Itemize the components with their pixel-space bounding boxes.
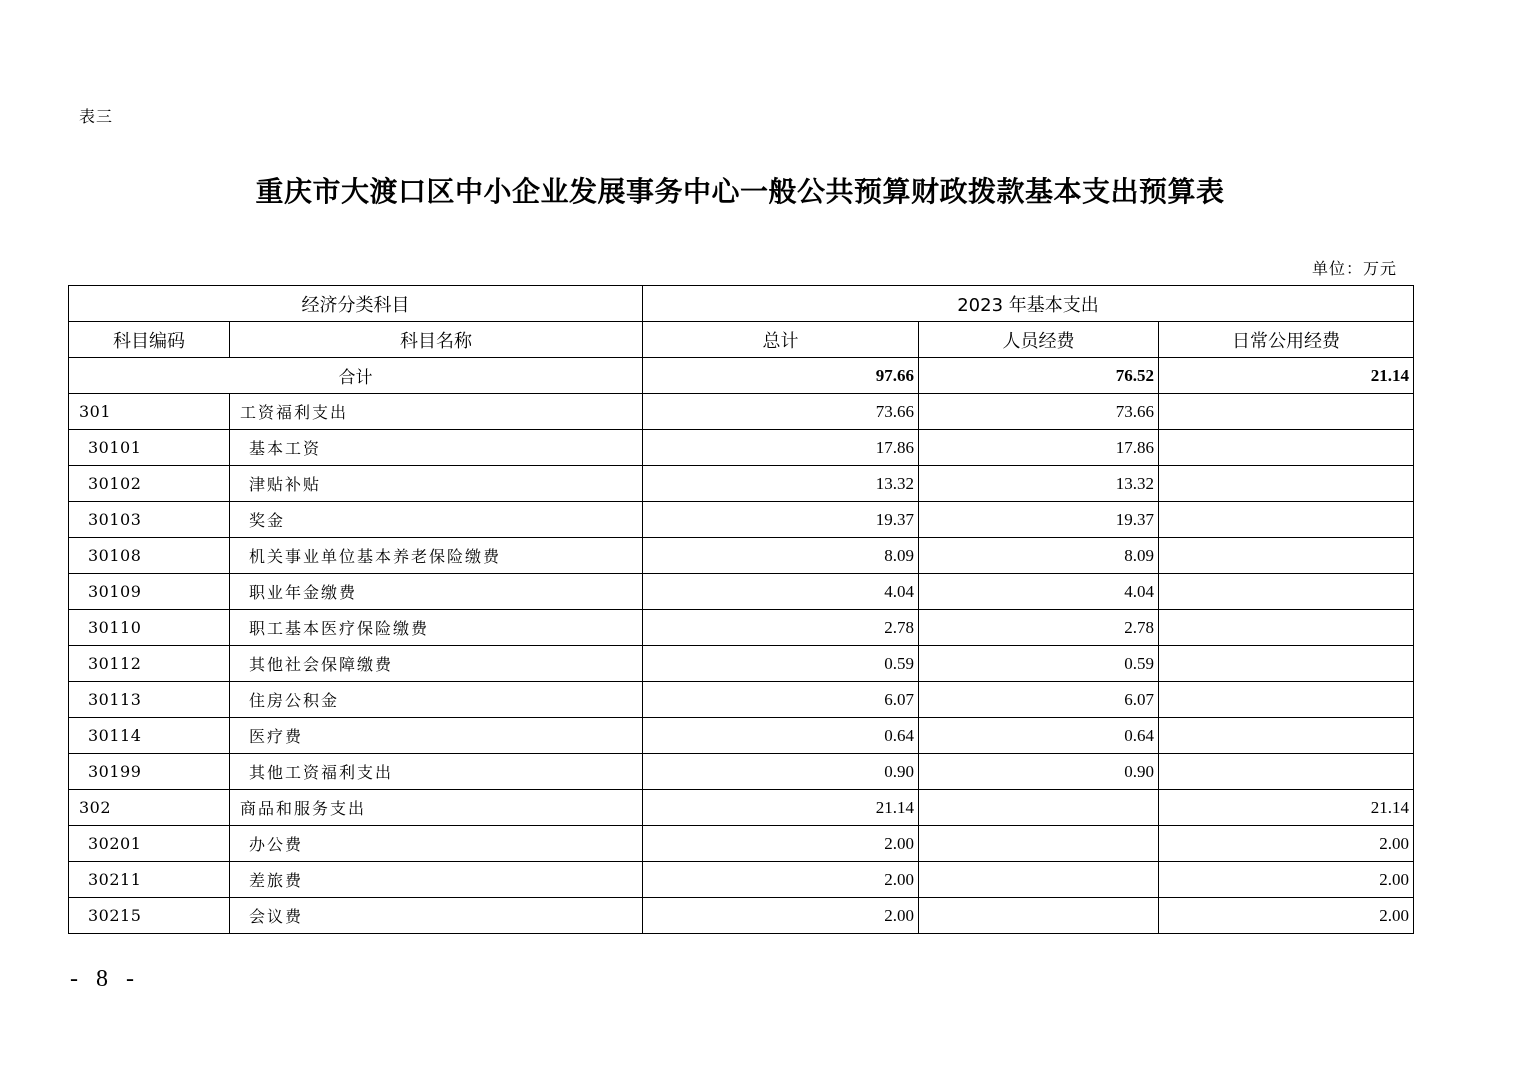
- public-cell: [1159, 538, 1414, 574]
- table-row: [69, 646, 1414, 682]
- public-cell: [1159, 754, 1414, 790]
- public-cell: [1159, 466, 1414, 502]
- public-cell: [1159, 430, 1414, 466]
- personnel-cell: 19.37: [919, 502, 1159, 538]
- table-row: [69, 466, 1414, 502]
- public-cell: 2.00: [1159, 898, 1414, 934]
- subject-code-cell: 302: [69, 790, 230, 826]
- subject-code-cell: 30114: [69, 718, 230, 754]
- total-cell: 0.59: [643, 646, 919, 682]
- table-row: [69, 682, 1414, 718]
- subject-name-cell: 住房公积金: [230, 682, 643, 718]
- total-cell: 0.64: [643, 718, 919, 754]
- subject-code-cell: 30112: [69, 646, 230, 682]
- personnel-cell: 4.04: [919, 574, 1159, 610]
- total-cell: 2.00: [643, 862, 919, 898]
- personnel-cell: 6.07: [919, 682, 1159, 718]
- table-row: [69, 502, 1414, 538]
- subject-code-cell: 30110: [69, 610, 230, 646]
- header-year-basic-expenditure: 2023 年基本支出: [643, 286, 1414, 322]
- total-cell: 0.90: [643, 754, 919, 790]
- table-row: [69, 394, 1414, 430]
- budget-table: [68, 285, 1414, 934]
- personnel-cell: 0.59: [919, 646, 1159, 682]
- public-cell: 2.00: [1159, 862, 1414, 898]
- subject-code-cell: 30215: [69, 898, 230, 934]
- subject-name-cell: 会议费: [230, 898, 643, 934]
- public-cell: 21.14: [1159, 790, 1414, 826]
- subject-name-cell: 机关事业单位基本养老保险缴费: [230, 538, 643, 574]
- table-row: [69, 430, 1414, 466]
- header-subject-code: 科目编码: [69, 322, 230, 358]
- subject-name-cell: 办公费: [230, 826, 643, 862]
- subject-name-cell: 差旅费: [230, 862, 643, 898]
- subject-name-cell: 其他社会保障缴费: [230, 646, 643, 682]
- personnel-cell: 2.78: [919, 610, 1159, 646]
- public-cell: [1159, 394, 1414, 430]
- public-cell: [1159, 718, 1414, 754]
- subject-code-cell: 30102: [69, 466, 230, 502]
- public-cell: [1159, 682, 1414, 718]
- subject-name-cell: 职工基本医疗保险缴费: [230, 610, 643, 646]
- total-cell: 2.78: [643, 610, 919, 646]
- unit-label: 单位：万元: [1312, 259, 1398, 278]
- subject-code-cell: 30103: [69, 502, 230, 538]
- table-row: [69, 574, 1414, 610]
- subject-name-cell: 商品和服务支出: [230, 790, 643, 826]
- public-cell: [1159, 646, 1414, 682]
- table-row: [69, 538, 1414, 574]
- subject-name-cell: 奖金: [230, 502, 643, 538]
- table-row: [69, 898, 1414, 934]
- public-cell: 2.00: [1159, 826, 1414, 862]
- subject-code-cell: 30113: [69, 682, 230, 718]
- total-cell: 13.32: [643, 466, 919, 502]
- subject-code-cell: 30101: [69, 430, 230, 466]
- personnel-cell: [919, 826, 1159, 862]
- table-row: [69, 718, 1414, 754]
- table-row: [69, 790, 1414, 826]
- subject-code-cell: 30211: [69, 862, 230, 898]
- table-row: [69, 826, 1414, 862]
- total-cell: 2.00: [643, 826, 919, 862]
- total-sum: 97.66: [643, 358, 919, 394]
- header-subject-name: 科目名称: [230, 322, 643, 358]
- total-cell: 2.00: [643, 898, 919, 934]
- subject-name-cell: 医疗费: [230, 718, 643, 754]
- document-title: 重庆市大渡口区中小企业发展事务中心一般公共预算财政拨款基本支出预算表: [255, 175, 1225, 208]
- total-personnel: 76.52: [919, 358, 1159, 394]
- total-cell: 8.09: [643, 538, 919, 574]
- public-cell: [1159, 610, 1414, 646]
- subject-name-cell: 工资福利支出: [230, 394, 643, 430]
- total-cell: 73.66: [643, 394, 919, 430]
- subject-code-cell: 30199: [69, 754, 230, 790]
- total-public: 21.14: [1159, 358, 1414, 394]
- personnel-cell: 13.32: [919, 466, 1159, 502]
- table-row: [69, 610, 1414, 646]
- header-group-row: [69, 286, 1414, 322]
- total-cell: 6.07: [643, 682, 919, 718]
- header-personnel-expenses: 人员经费: [919, 322, 1159, 358]
- table-row: [69, 862, 1414, 898]
- personnel-cell: 73.66: [919, 394, 1159, 430]
- subject-code-cell: 30109: [69, 574, 230, 610]
- subject-name-cell: 津贴补贴: [230, 466, 643, 502]
- total-cell: 19.37: [643, 502, 919, 538]
- personnel-cell: 17.86: [919, 430, 1159, 466]
- subject-code-cell: 30201: [69, 826, 230, 862]
- subject-code-cell: 30108: [69, 538, 230, 574]
- public-cell: [1159, 502, 1414, 538]
- personnel-cell: [919, 790, 1159, 826]
- total-cell: 21.14: [643, 790, 919, 826]
- total-label: 合计: [69, 358, 643, 394]
- public-cell: [1159, 574, 1414, 610]
- subject-name-cell: 基本工资: [230, 430, 643, 466]
- table-row: [69, 754, 1414, 790]
- subject-code-cell: 301: [69, 394, 230, 430]
- personnel-cell: 8.09: [919, 538, 1159, 574]
- header-column-row: [69, 322, 1414, 358]
- total-cell: 17.86: [643, 430, 919, 466]
- personnel-cell: 0.64: [919, 718, 1159, 754]
- header-economic-classification: 经济分类科目: [69, 286, 643, 322]
- total-cell: 4.04: [643, 574, 919, 610]
- personnel-cell: [919, 898, 1159, 934]
- personnel-cell: 0.90: [919, 754, 1159, 790]
- subject-name-cell: 其他工资福利支出: [230, 754, 643, 790]
- total-row: [69, 358, 1414, 394]
- table-label: 表三: [79, 107, 114, 126]
- personnel-cell: [919, 862, 1159, 898]
- header-total: 总计: [643, 322, 919, 358]
- page-number: - 8 -: [70, 966, 140, 992]
- subject-name-cell: 职业年金缴费: [230, 574, 643, 610]
- header-public-expenses: 日常公用经费: [1159, 322, 1414, 358]
